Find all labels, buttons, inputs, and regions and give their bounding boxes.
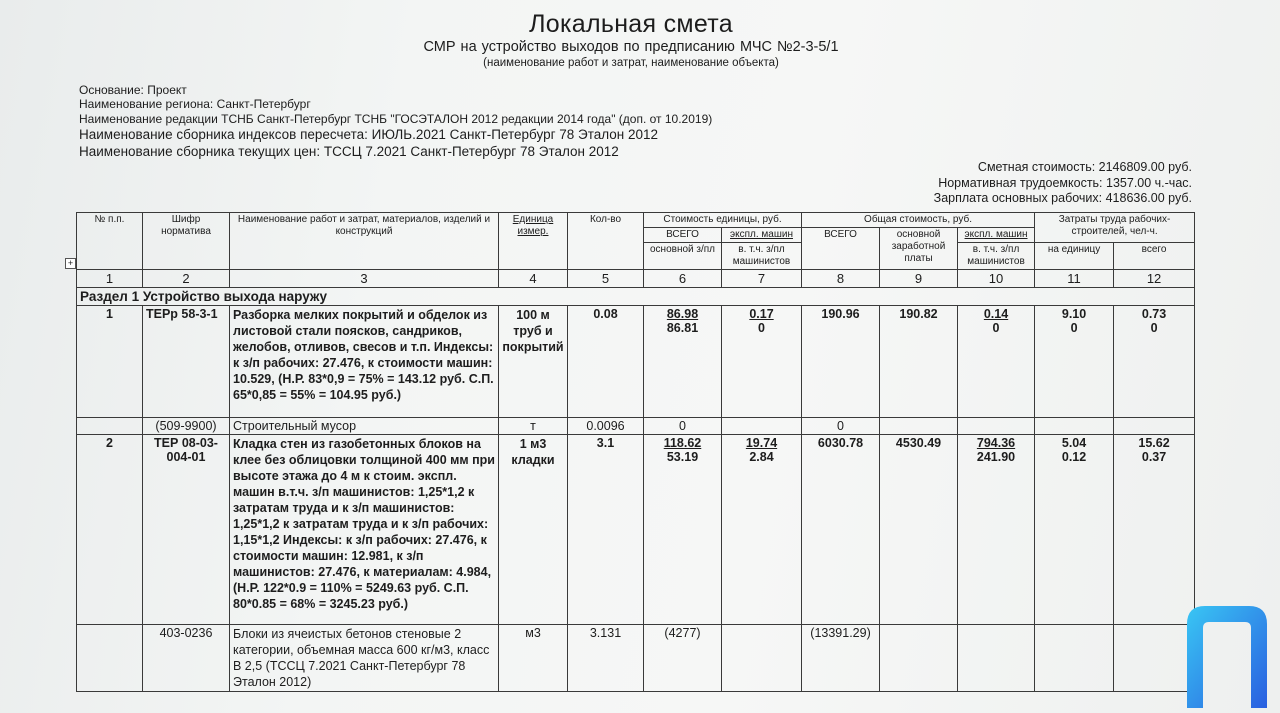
colnum-8: 8 (802, 270, 880, 288)
colnum-7: 7 (722, 270, 802, 288)
basis-redaction: Наименование редакции ТСНБ Санкт-Петербург ТСНБ "ГОСЭТАЛОН 2012 редакции 2014 года" (доп. от 10.2019) (79, 112, 713, 126)
subtitle-note: (наименование работ и затрат, наименование объекта) (483, 57, 779, 69)
header-labor-total: всего (1114, 243, 1195, 270)
section-title: Раздел 1 Устройство выхода наружу (77, 288, 1195, 306)
row-labor-unit: 9.10 0 (1035, 306, 1114, 418)
header-tc-main: основной заработной платы (880, 228, 958, 270)
row-unit: 1 м3 кладки (499, 435, 568, 625)
total-labor: Нормативная трудоемкость: 1357.00 ч.-час. (938, 175, 1192, 190)
row-uc-machines: 19.74 2.84 (722, 435, 802, 625)
total-cost: Сметная стоимость: 2146809.00 руб. (977, 160, 1192, 174)
row-labor-unit (1035, 418, 1114, 435)
colnum-11: 11 (1035, 270, 1114, 288)
brand-logo-icon (1183, 604, 1271, 708)
row-tc-total: (13391.29) (802, 625, 880, 692)
table-row (77, 625, 1195, 692)
row-desc: Строительный мусор (230, 418, 499, 435)
row-uc-total: (4277) (644, 625, 722, 692)
header-code: Шифр норматива (143, 213, 230, 270)
row-uc-total: 0 (644, 418, 722, 435)
estimate-table (76, 212, 1195, 692)
row-labor-total: 0.73 0 (1114, 306, 1195, 418)
header-num: № п.п. (77, 213, 143, 270)
colnum-4: 4 (499, 270, 568, 288)
header-total-cost: Общая стоимость, руб. (802, 213, 1035, 228)
header-name: Наименование работ и затрат, материалов, изделий и конструкций (230, 213, 499, 270)
row-labor-unit: 5.04 0.12 (1035, 435, 1114, 625)
row-tc-machines: 794.36 241.90 (958, 435, 1035, 625)
row-unit: м3 (499, 625, 568, 692)
row-qty: 3.1 (568, 435, 644, 625)
row-tc-machines: 0.14 0 (958, 306, 1035, 418)
colnum-5: 5 (568, 270, 644, 288)
header-uc-machines: экспл. машин (722, 228, 802, 243)
row-labor-unit (1035, 625, 1114, 692)
basis-osnovanie: Основание: Проект (79, 83, 187, 97)
header-tc-total: ВСЕГО (802, 228, 880, 270)
colnum-1: 1 (77, 270, 143, 288)
row-tc-total: 190.96 (802, 306, 880, 418)
row-desc: Блоки из ячеистых бетонов стеновые 2 категории, объемная масса 600 кг/м3, класс В 2,5 (ТССЦ 7.2021 Санкт-Петербург 78 Эталон 2012) (230, 625, 499, 692)
row-uc-total: 86.98 86.81 (644, 306, 722, 418)
colnum-3: 3 (230, 270, 499, 288)
table-row (77, 418, 1195, 435)
header-tc-machines: экспл. машин (958, 228, 1035, 243)
row-tc-total: 6030.78 (802, 435, 880, 625)
basis-index-collection: Наименование сборника индексов пересчета: ИЮЛЬ.2021 Санкт-Петербург 78 Эталон 2012 (79, 127, 659, 142)
header-labor: Затраты труда рабочих-строителей, чел-ч. (1035, 213, 1195, 243)
colnum-6: 6 (644, 270, 722, 288)
row-tc-main: 190.82 (880, 306, 958, 418)
row-qty[interactable]: 3.131 (568, 625, 644, 692)
document-title: Локальная смета (529, 10, 733, 38)
header-uc-machines-sub: в. т.ч. з/пл машинистов (722, 243, 802, 270)
row-code: (509-9900) (143, 418, 230, 435)
row-unit: т (499, 418, 568, 435)
row-labor-total: 15.62 0.37 (1114, 435, 1195, 625)
row-tc-machines (958, 625, 1035, 692)
colnum-9: 9 (880, 270, 958, 288)
table-row (77, 435, 1195, 625)
header-unit: Единица измер. (499, 213, 568, 270)
row-tc-machines (958, 418, 1035, 435)
row-num (77, 418, 143, 435)
basis-price-collection: Наименование сборника текущих цен: ТССЦ 7.2021 Санкт-Петербург 78 Эталон 2012 (79, 144, 619, 159)
row-unit: 100 м труб и покрытий (499, 306, 568, 418)
row-code: ТЕР 08-03-004-01 (143, 435, 230, 625)
row-uc-machines (722, 418, 802, 435)
colnum-2: 2 (143, 270, 230, 288)
colnum-10: 10 (958, 270, 1035, 288)
row-uc-machines (722, 625, 802, 692)
header-uc-main: основной з/пл (644, 243, 722, 270)
row-num: 2 (77, 435, 143, 625)
totals-block (934, 160, 1192, 207)
row-tc-main (880, 418, 958, 435)
expand-plus-icon[interactable]: + (65, 258, 76, 269)
row-tc-main: 4530.49 (880, 435, 958, 625)
header-unit-cost: Стоимость единицы, руб. (644, 213, 802, 228)
header-tc-machines-sub: в. т.ч. з/пл машинистов (958, 243, 1035, 270)
row-desc: Разборка мелких покрытий и обделок из листовой стали поясков, сандриков, желобов, отливов, свесов и т.п. Индексы: к з/п рабочих: 27.476, к стоимости машин: 10.529, (Н.Р. 83*0,9 = 75% = 143.12 руб. С.П. 65*0,85 = 55% = 104.95 руб.) (230, 306, 499, 418)
row-code: 403-0236 (143, 625, 230, 692)
row-labor-total (1114, 418, 1195, 435)
header-uc-total: ВСЕГО (644, 228, 722, 243)
colnum-12: 12 (1114, 270, 1195, 288)
row-tc-main (880, 625, 958, 692)
row-uc-machines: 0.17 0 (722, 306, 802, 418)
basis-region: Наименование региона: Санкт-Петербург (79, 97, 311, 111)
header-labor-unit: на единицу (1035, 243, 1114, 270)
row-qty: 0.08 (568, 306, 644, 418)
total-salary: Зарплата основных рабочих: 418636.00 руб. (933, 191, 1192, 205)
document-subtitle: СМР на устройство выходов по предписанию МЧС №2-3-5/1 (423, 39, 839, 55)
row-num (77, 625, 143, 692)
table-row (77, 306, 1195, 418)
row-qty: 0.0096 (568, 418, 644, 435)
row-tc-total: 0 (802, 418, 880, 435)
row-desc: Кладка стен из газобетонных блоков на клее без облицовки толщиной 400 мм при высоте этажа до 4 м к стоим. экспл. машин в.т.ч. з/п машинистов: 1,25*1,2 к затратам труда и к з/п машинистов: 1,25*1,2 к затратам труда и к з/п рабочих: 1,15*1,2 Индексы: к з/п рабочих: 27.476, к стоимости машин: 12.981, к з/п машинистов: 27.476, к материалам: 4.984, (Н.Р. 122*0.9 = 110% = 5249.63 руб. С.П. 80*0.85 = 68% = 3245.23 руб.) (230, 435, 499, 625)
row-uc-total: 118.62 53.19 (644, 435, 722, 625)
row-num: 1 (77, 306, 143, 418)
row-code: ТЕРр 58-3-1 (143, 306, 230, 418)
header-qty: Кол-во (568, 213, 644, 270)
